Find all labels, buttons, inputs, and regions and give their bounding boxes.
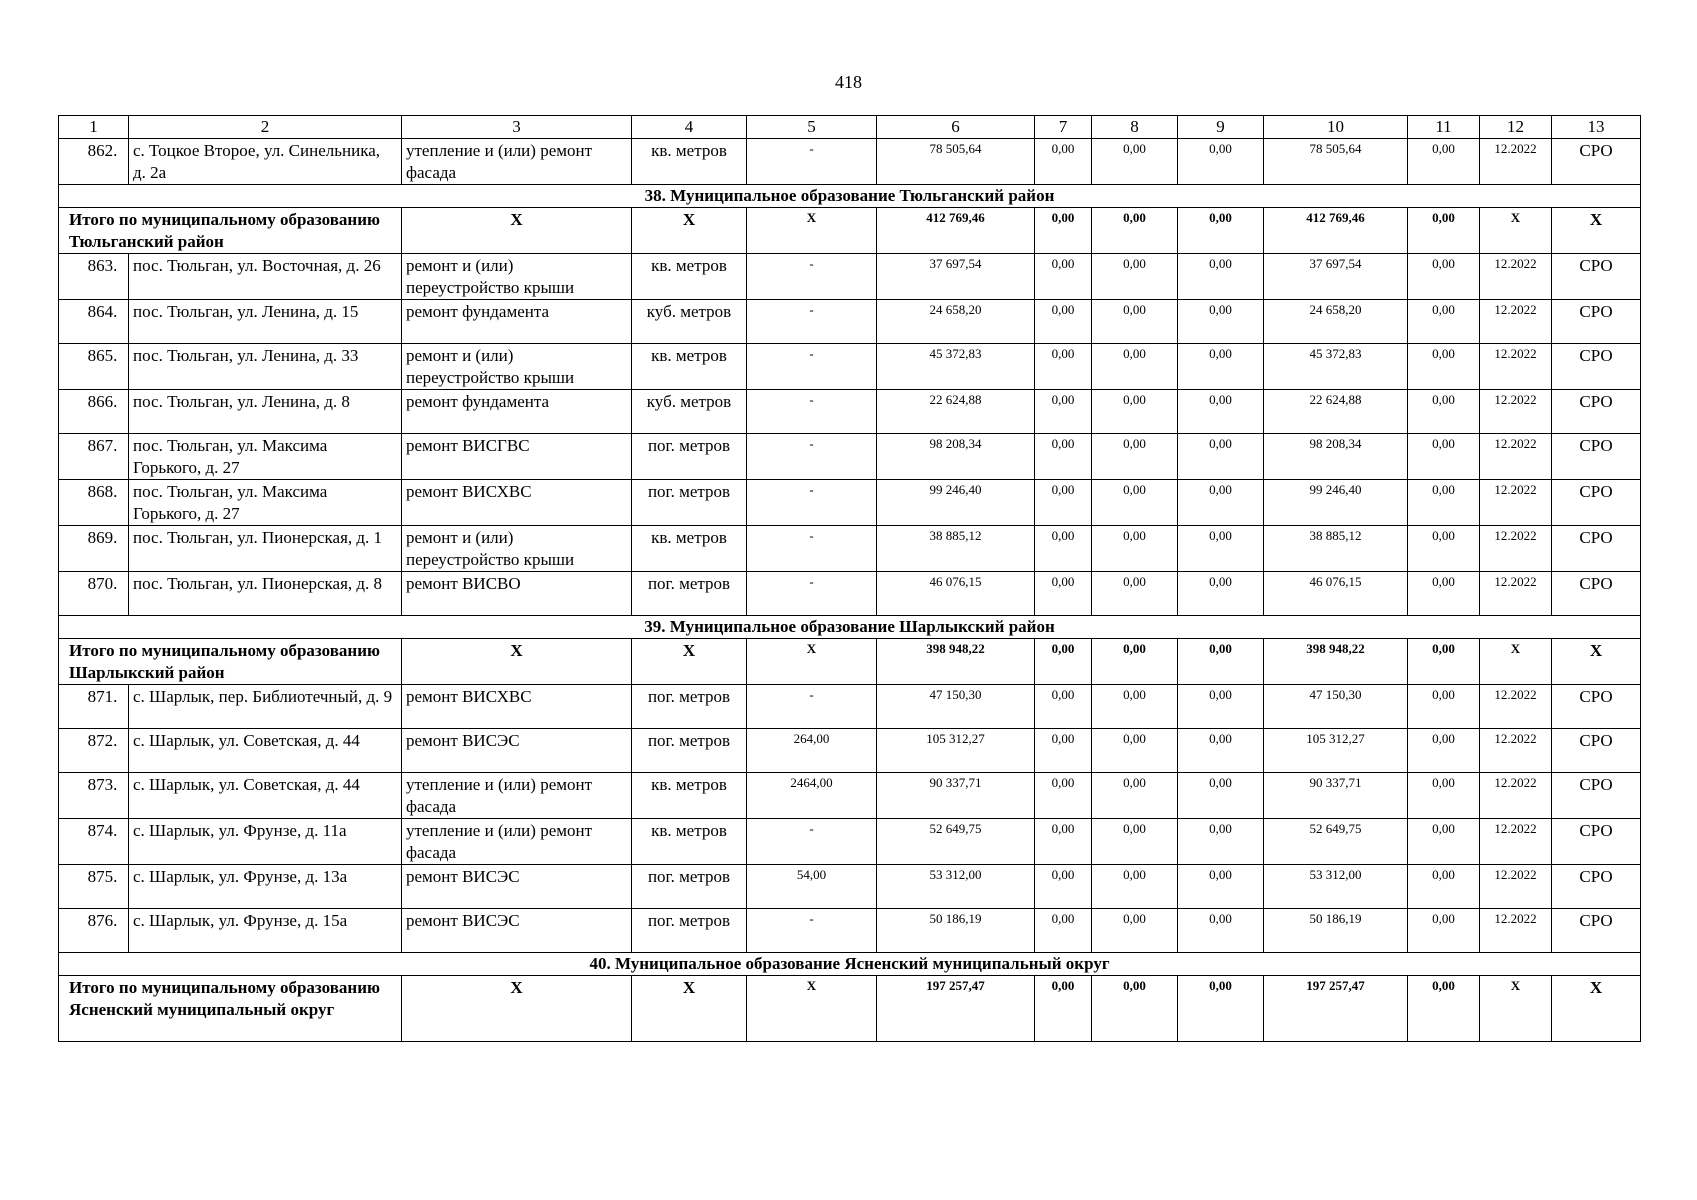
table-row	[59, 572, 1641, 616]
col9-cell: 0,00	[1178, 254, 1264, 300]
col11-cell: 0,00	[1408, 254, 1480, 300]
row-number: 862.	[59, 139, 129, 185]
col8-cell: 0,00	[1092, 254, 1178, 300]
col8-cell: 0,00	[1092, 300, 1178, 344]
total-col13-marker: X	[1552, 639, 1641, 685]
col11-cell: 0,00	[1408, 909, 1480, 953]
total-cost-cell: 24 658,20	[877, 300, 1035, 344]
address-cell: с. Шарлык, ул. Фрунзе, д. 13а	[129, 865, 402, 909]
col7-cell: 0,00	[1035, 434, 1092, 480]
row-number: 868.	[59, 480, 129, 526]
address-cell: пос. Тюльган, ул. Ленина, д. 15	[129, 300, 402, 344]
address-cell: с. Шарлык, пер. Библиотечный, д. 9	[129, 685, 402, 729]
executor-cell: СРО	[1552, 434, 1641, 480]
executor-cell: СРО	[1552, 526, 1641, 572]
completion-date-cell: 12.2022	[1480, 526, 1552, 572]
col10-cell: 98 208,34	[1264, 434, 1408, 480]
col11-cell: 0,00	[1408, 480, 1480, 526]
work-type-cell: утепление и (или) ремонт фасада	[402, 773, 632, 819]
address-cell: пос. Тюльган, ул. Пионерская, д. 8	[129, 572, 402, 616]
quantity-cell: -	[747, 480, 877, 526]
total-label: Итого по муниципальному образованию Шарлыкский район	[59, 639, 402, 685]
col10-cell: 46 076,15	[1264, 572, 1408, 616]
total-cost-cell: 52 649,75	[877, 819, 1035, 865]
total-cost-cell: 90 337,71	[877, 773, 1035, 819]
work-type-cell: ремонт и (или) переустройство крыши	[402, 526, 632, 572]
table-row	[59, 865, 1641, 909]
col8-cell: 0,00	[1092, 729, 1178, 773]
col8-cell: 0,00	[1092, 390, 1178, 434]
unit-cell: кв. метров	[632, 254, 747, 300]
completion-date-cell: 12.2022	[1480, 254, 1552, 300]
total-cost-cell: 22 624,88	[877, 390, 1035, 434]
work-type-cell: ремонт и (или) переустройство крыши	[402, 254, 632, 300]
total-col4-marker: X	[632, 208, 747, 254]
row-number: 874.	[59, 819, 129, 865]
total-cost-cell: 53 312,00	[877, 865, 1035, 909]
total-cost-cell: 38 885,12	[877, 526, 1035, 572]
work-type-cell: ремонт ВИСЭС	[402, 909, 632, 953]
total-col7: 0,00	[1035, 976, 1092, 1042]
section-title: 40. Муниципальное образование Ясненский муниципальный округ	[59, 953, 1641, 976]
completion-date-cell: 12.2022	[1480, 139, 1552, 185]
col10-cell: 45 372,83	[1264, 344, 1408, 390]
address-cell: с. Шарлык, ул. Фрунзе, д. 11а	[129, 819, 402, 865]
work-type-cell: ремонт ВИСЭС	[402, 865, 632, 909]
row-number: 864.	[59, 300, 129, 344]
completion-date-cell: 12.2022	[1480, 480, 1552, 526]
col10-cell: 105 312,27	[1264, 729, 1408, 773]
col11-cell: 0,00	[1408, 819, 1480, 865]
column-number-header: 3	[402, 116, 632, 139]
address-cell: пос. Тюльган, ул. Пионерская, д. 1	[129, 526, 402, 572]
total-col8: 0,00	[1092, 639, 1178, 685]
total-cost: 197 257,47	[877, 976, 1035, 1042]
total-cost-cell: 78 505,64	[877, 139, 1035, 185]
table-row	[59, 819, 1641, 865]
col8-cell: 0,00	[1092, 480, 1178, 526]
col8-cell: 0,00	[1092, 344, 1178, 390]
total-col3-marker: X	[402, 208, 632, 254]
col7-cell: 0,00	[1035, 909, 1092, 953]
col7-cell: 0,00	[1035, 773, 1092, 819]
row-number: 876.	[59, 909, 129, 953]
executor-cell: СРО	[1552, 572, 1641, 616]
completion-date-cell: 12.2022	[1480, 909, 1552, 953]
work-type-cell: ремонт ВИСХВС	[402, 480, 632, 526]
total-col4-marker: X	[632, 976, 747, 1042]
column-number-header: 9	[1178, 116, 1264, 139]
col8-cell: 0,00	[1092, 139, 1178, 185]
column-number-header: 6	[877, 116, 1035, 139]
total-col8: 0,00	[1092, 208, 1178, 254]
col9-cell: 0,00	[1178, 139, 1264, 185]
unit-cell: кв. метров	[632, 139, 747, 185]
completion-date-cell: 12.2022	[1480, 390, 1552, 434]
row-number: 871.	[59, 685, 129, 729]
table-row	[59, 434, 1641, 480]
col11-cell: 0,00	[1408, 685, 1480, 729]
table-row	[59, 729, 1641, 773]
row-number: 866.	[59, 390, 129, 434]
col9-cell: 0,00	[1178, 729, 1264, 773]
col11-cell: 0,00	[1408, 344, 1480, 390]
row-number: 870.	[59, 572, 129, 616]
col8-cell: 0,00	[1092, 819, 1178, 865]
quantity-cell: -	[747, 390, 877, 434]
work-type-cell: ремонт ВИСХВС	[402, 685, 632, 729]
col9-cell: 0,00	[1178, 390, 1264, 434]
work-type-cell: ремонт фундамента	[402, 390, 632, 434]
section-header-row	[59, 616, 1641, 639]
work-type-cell: ремонт фундамента	[402, 300, 632, 344]
col9-cell: 0,00	[1178, 572, 1264, 616]
column-number-header: 11	[1408, 116, 1480, 139]
col7-cell: 0,00	[1035, 865, 1092, 909]
col9-cell: 0,00	[1178, 909, 1264, 953]
col8-cell: 0,00	[1092, 909, 1178, 953]
quantity-cell: -	[747, 819, 877, 865]
col8-cell: 0,00	[1092, 685, 1178, 729]
address-cell: пос. Тюльган, ул. Ленина, д. 8	[129, 390, 402, 434]
row-number: 872.	[59, 729, 129, 773]
total-cost: 412 769,46	[877, 208, 1035, 254]
col10-cell: 24 658,20	[1264, 300, 1408, 344]
quantity-cell: -	[747, 572, 877, 616]
work-type-cell: ремонт ВИСГВС	[402, 434, 632, 480]
table-row	[59, 909, 1641, 953]
total-col7: 0,00	[1035, 208, 1092, 254]
executor-cell: СРО	[1552, 300, 1641, 344]
col8-cell: 0,00	[1092, 773, 1178, 819]
col7-cell: 0,00	[1035, 685, 1092, 729]
col10-cell: 38 885,12	[1264, 526, 1408, 572]
total-col7: 0,00	[1035, 639, 1092, 685]
executor-cell: СРО	[1552, 480, 1641, 526]
row-number: 867.	[59, 434, 129, 480]
column-number-header: 13	[1552, 116, 1641, 139]
col11-cell: 0,00	[1408, 572, 1480, 616]
section-title: 39. Муниципальное образование Шарлыкский район	[59, 616, 1641, 639]
col9-cell: 0,00	[1178, 685, 1264, 729]
completion-date-cell: 12.2022	[1480, 300, 1552, 344]
total-cost: 398 948,22	[877, 639, 1035, 685]
completion-date-cell: 12.2022	[1480, 685, 1552, 729]
executor-cell: СРО	[1552, 390, 1641, 434]
unit-cell: кв. метров	[632, 344, 747, 390]
unit-cell: куб. метров	[632, 390, 747, 434]
completion-date-cell: 12.2022	[1480, 773, 1552, 819]
total-col5-marker: X	[747, 639, 877, 685]
total-cost-cell: 98 208,34	[877, 434, 1035, 480]
capital-repair-table	[58, 115, 1641, 1042]
total-col13-marker: X	[1552, 208, 1641, 254]
total-col11: 0,00	[1408, 639, 1480, 685]
col10-cell: 52 649,75	[1264, 819, 1408, 865]
address-cell: пос. Тюльган, ул. Максима Горького, д. 27	[129, 480, 402, 526]
unit-cell: кв. метров	[632, 819, 747, 865]
total-cost-cell: 45 372,83	[877, 344, 1035, 390]
unit-cell: пог. метров	[632, 909, 747, 953]
unit-cell: пог. метров	[632, 729, 747, 773]
executor-cell: СРО	[1552, 685, 1641, 729]
total-col9: 0,00	[1178, 639, 1264, 685]
address-cell: пос. Тюльган, ул. Восточная, д. 26	[129, 254, 402, 300]
quantity-cell: -	[747, 434, 877, 480]
unit-cell: пог. метров	[632, 685, 747, 729]
unit-cell: пог. метров	[632, 572, 747, 616]
quantity-cell: -	[747, 909, 877, 953]
work-type-cell: ремонт и (или) переустройство крыши	[402, 344, 632, 390]
work-type-cell: ремонт ВИСВО	[402, 572, 632, 616]
completion-date-cell: 12.2022	[1480, 729, 1552, 773]
section-header-row	[59, 185, 1641, 208]
quantity-cell: 264,00	[747, 729, 877, 773]
section-title: 38. Муниципальное образование Тюльганский район	[59, 185, 1641, 208]
col10-cell: 47 150,30	[1264, 685, 1408, 729]
table-row	[59, 685, 1641, 729]
col11-cell: 0,00	[1408, 300, 1480, 344]
total-col11: 0,00	[1408, 976, 1480, 1042]
col10-cell: 99 246,40	[1264, 480, 1408, 526]
column-number-header: 4	[632, 116, 747, 139]
total-col12-marker: X	[1480, 208, 1552, 254]
total-col3-marker: X	[402, 639, 632, 685]
col7-cell: 0,00	[1035, 254, 1092, 300]
quantity-cell: -	[747, 526, 877, 572]
work-type-cell: ремонт ВИСЭС	[402, 729, 632, 773]
table-body	[59, 116, 1641, 1042]
column-number-row	[59, 116, 1641, 139]
total-col10: 412 769,46	[1264, 208, 1408, 254]
row-number: 875.	[59, 865, 129, 909]
total-col9: 0,00	[1178, 976, 1264, 1042]
quantity-cell: 54,00	[747, 865, 877, 909]
address-cell: с. Шарлык, ул. Советская, д. 44	[129, 729, 402, 773]
col9-cell: 0,00	[1178, 344, 1264, 390]
unit-cell: куб. метров	[632, 300, 747, 344]
quantity-cell: -	[747, 254, 877, 300]
col9-cell: 0,00	[1178, 300, 1264, 344]
column-number-header: 8	[1092, 116, 1178, 139]
address-cell: пос. Тюльган, ул. Максима Горького, д. 27	[129, 434, 402, 480]
unit-cell: пог. метров	[632, 480, 747, 526]
table-row	[59, 139, 1641, 185]
col7-cell: 0,00	[1035, 729, 1092, 773]
col8-cell: 0,00	[1092, 526, 1178, 572]
row-number: 865.	[59, 344, 129, 390]
col10-cell: 90 337,71	[1264, 773, 1408, 819]
completion-date-cell: 12.2022	[1480, 434, 1552, 480]
table-row	[59, 254, 1641, 300]
work-type-cell: утепление и (или) ремонт фасада	[402, 819, 632, 865]
total-col13-marker: X	[1552, 976, 1641, 1042]
total-row	[59, 976, 1641, 1042]
col7-cell: 0,00	[1035, 572, 1092, 616]
completion-date-cell: 12.2022	[1480, 819, 1552, 865]
column-number-header: 7	[1035, 116, 1092, 139]
executor-cell: СРО	[1552, 773, 1641, 819]
row-number: 863.	[59, 254, 129, 300]
address-cell: с. Шарлык, ул. Советская, д. 44	[129, 773, 402, 819]
total-col10: 197 257,47	[1264, 976, 1408, 1042]
col9-cell: 0,00	[1178, 865, 1264, 909]
col8-cell: 0,00	[1092, 572, 1178, 616]
address-cell: пос. Тюльган, ул. Ленина, д. 33	[129, 344, 402, 390]
quantity-cell: -	[747, 139, 877, 185]
total-label: Итого по муниципальному образованию Ясненский муниципальный округ	[59, 976, 402, 1042]
completion-date-cell: 12.2022	[1480, 572, 1552, 616]
total-col12-marker: X	[1480, 976, 1552, 1042]
col11-cell: 0,00	[1408, 865, 1480, 909]
completion-date-cell: 12.2022	[1480, 865, 1552, 909]
unit-cell: кв. метров	[632, 526, 747, 572]
total-cost-cell: 99 246,40	[877, 480, 1035, 526]
unit-cell: пог. метров	[632, 434, 747, 480]
address-cell: с. Тоцкое Второе, ул. Синельника, д. 2а	[129, 139, 402, 185]
total-col9: 0,00	[1178, 208, 1264, 254]
total-cost-cell: 37 697,54	[877, 254, 1035, 300]
col10-cell: 37 697,54	[1264, 254, 1408, 300]
work-type-cell: утепление и (или) ремонт фасада	[402, 139, 632, 185]
col11-cell: 0,00	[1408, 390, 1480, 434]
total-col10: 398 948,22	[1264, 639, 1408, 685]
quantity-cell: -	[747, 344, 877, 390]
col10-cell: 22 624,88	[1264, 390, 1408, 434]
unit-cell: кв. метров	[632, 773, 747, 819]
col11-cell: 0,00	[1408, 434, 1480, 480]
total-cost-cell: 105 312,27	[877, 729, 1035, 773]
executor-cell: СРО	[1552, 254, 1641, 300]
section-header-row	[59, 953, 1641, 976]
total-col5-marker: X	[747, 208, 877, 254]
col8-cell: 0,00	[1092, 865, 1178, 909]
total-cost-cell: 47 150,30	[877, 685, 1035, 729]
row-number: 873.	[59, 773, 129, 819]
total-col12-marker: X	[1480, 639, 1552, 685]
table-row	[59, 526, 1641, 572]
col9-cell: 0,00	[1178, 434, 1264, 480]
total-col4-marker: X	[632, 639, 747, 685]
row-number: 869.	[59, 526, 129, 572]
table-row	[59, 300, 1641, 344]
executor-cell: СРО	[1552, 865, 1641, 909]
col9-cell: 0,00	[1178, 773, 1264, 819]
table-row	[59, 773, 1641, 819]
col7-cell: 0,00	[1035, 819, 1092, 865]
column-number-header: 1	[59, 116, 129, 139]
quantity-cell: -	[747, 685, 877, 729]
page-number: 418	[835, 72, 862, 92]
total-col8: 0,00	[1092, 976, 1178, 1042]
executor-cell: СРО	[1552, 139, 1641, 185]
column-number-header: 5	[747, 116, 877, 139]
col9-cell: 0,00	[1178, 480, 1264, 526]
total-cost-cell: 50 186,19	[877, 909, 1035, 953]
col9-cell: 0,00	[1178, 526, 1264, 572]
executor-cell: СРО	[1552, 909, 1641, 953]
total-label: Итого по муниципальному образованию Тюльганский район	[59, 208, 402, 254]
col11-cell: 0,00	[1408, 729, 1480, 773]
unit-cell: пог. метров	[632, 865, 747, 909]
executor-cell: СРО	[1552, 729, 1641, 773]
total-cost-cell: 46 076,15	[877, 572, 1035, 616]
col7-cell: 0,00	[1035, 526, 1092, 572]
address-cell: с. Шарлык, ул. Фрунзе, д. 15а	[129, 909, 402, 953]
col7-cell: 0,00	[1035, 390, 1092, 434]
quantity-cell: 2464,00	[747, 773, 877, 819]
executor-cell: СРО	[1552, 819, 1641, 865]
total-col3-marker: X	[402, 976, 632, 1042]
table-row	[59, 480, 1641, 526]
table-row	[59, 390, 1641, 434]
table-row	[59, 344, 1641, 390]
col10-cell: 53 312,00	[1264, 865, 1408, 909]
total-row	[59, 208, 1641, 254]
col8-cell: 0,00	[1092, 434, 1178, 480]
total-col5-marker: X	[747, 976, 877, 1042]
col11-cell: 0,00	[1408, 139, 1480, 185]
total-row	[59, 639, 1641, 685]
col10-cell: 50 186,19	[1264, 909, 1408, 953]
col7-cell: 0,00	[1035, 139, 1092, 185]
col11-cell: 0,00	[1408, 773, 1480, 819]
column-number-header: 10	[1264, 116, 1408, 139]
col10-cell: 78 505,64	[1264, 139, 1408, 185]
col7-cell: 0,00	[1035, 300, 1092, 344]
completion-date-cell: 12.2022	[1480, 344, 1552, 390]
col7-cell: 0,00	[1035, 480, 1092, 526]
col11-cell: 0,00	[1408, 526, 1480, 572]
column-number-header: 12	[1480, 116, 1552, 139]
executor-cell: СРО	[1552, 344, 1641, 390]
total-col11: 0,00	[1408, 208, 1480, 254]
col7-cell: 0,00	[1035, 344, 1092, 390]
col9-cell: 0,00	[1178, 819, 1264, 865]
quantity-cell: -	[747, 300, 877, 344]
column-number-header: 2	[129, 116, 402, 139]
